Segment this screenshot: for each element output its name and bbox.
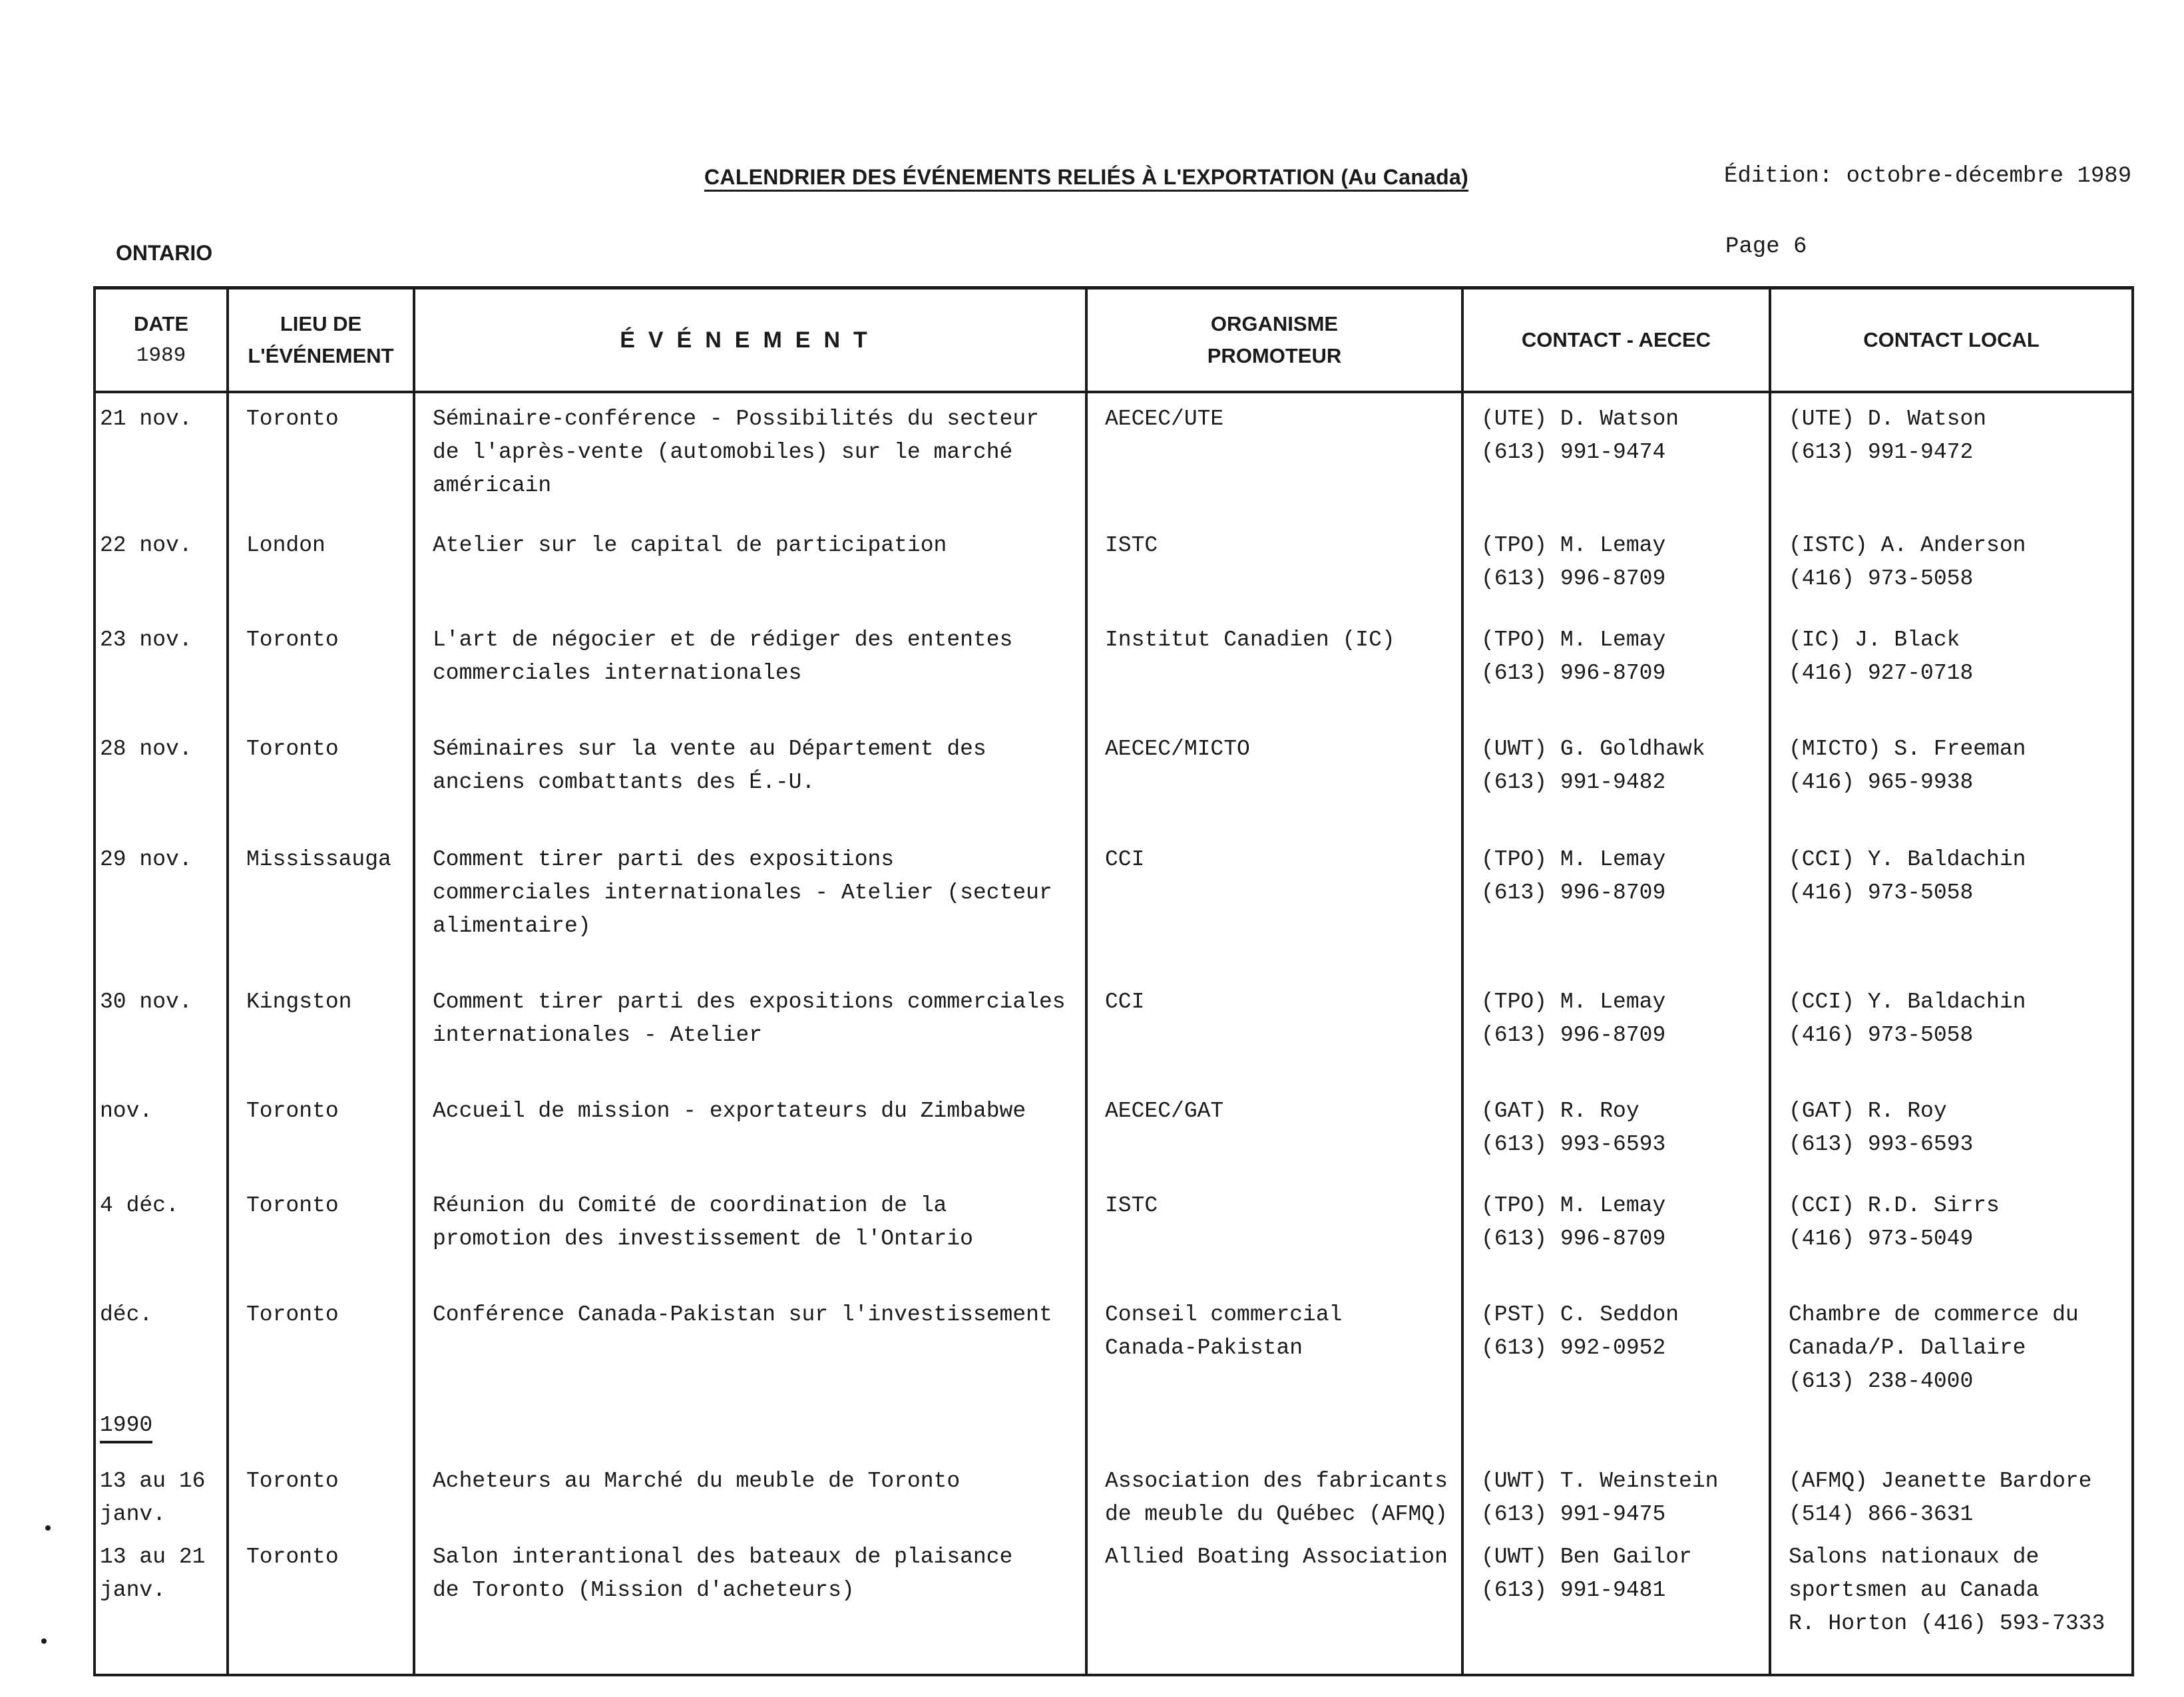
table-row: [95, 614, 2133, 723]
year-separator-cell: [1086, 1405, 1462, 1455]
margin-dot: [45, 1525, 51, 1531]
event-date: [95, 520, 228, 614]
event-description-line: Acheteurs au Marché du meuble de Toronto: [433, 1469, 961, 1493]
event-description-line: Séminaire-conférence - Possibilités du secteur: [433, 407, 1039, 431]
event-date: [95, 392, 228, 520]
edition-label: Édition: octobre-décembre 1989: [1724, 164, 2132, 189]
event-contact-local: [1770, 392, 2133, 520]
event-description-line: Réunion du Comité de coordination de la: [433, 1193, 947, 1218]
event-description-line: Accueil de mission - exportateurs du Zimbabwe: [433, 1099, 1026, 1123]
event-contact-aecec-line: (613) 996-8709: [1481, 1023, 1666, 1047]
event-contact-aecec: [1462, 1455, 1770, 1531]
event-organizer: [1086, 1531, 1462, 1675]
event-organizer-line: CCI: [1105, 847, 1145, 872]
event-contact-aecec: [1462, 392, 1770, 520]
event-contact-local: [1770, 976, 2133, 1085]
col-header-date-label: DATE: [133, 312, 189, 335]
event-organizer: [1086, 614, 1462, 723]
event-contact-aecec-line: (613) 991-9482: [1481, 770, 1666, 795]
event-date-line: 4 déc.: [100, 1193, 179, 1218]
table-row: [95, 723, 2133, 834]
event-contact-local-line: (AFMQ) Jeanette Bardore: [1789, 1469, 2092, 1493]
event-description: [414, 1289, 1086, 1405]
event-contact-aecec: [1462, 723, 1770, 834]
table-row: [95, 834, 2133, 976]
event-contact-local: [1770, 1085, 2133, 1180]
event-description-line: commerciales internationales - Atelier (secteur: [433, 880, 1052, 905]
event-organizer: [1086, 834, 1462, 976]
event-date: [95, 1531, 228, 1675]
event-date-line: 13 au 21: [100, 1545, 206, 1569]
col-header-lieu-line-1: LIEU DE: [280, 312, 362, 335]
event-description: [414, 834, 1086, 976]
event-organizer: [1086, 1180, 1462, 1289]
event-description-line: commerciales internationales: [433, 661, 802, 685]
event-contact-local: [1770, 1180, 2133, 1289]
event-description-line: Comment tirer parti des expositions: [433, 847, 895, 872]
table-row: [95, 1531, 2133, 1675]
event-date-line: déc.: [100, 1302, 153, 1327]
event-description-line: américain: [433, 473, 552, 498]
event-date-line: 29 nov.: [100, 847, 192, 872]
event-date-line: 28 nov.: [100, 737, 192, 761]
margin-dot: [41, 1638, 47, 1644]
event-contact-aecec-line: (TPO) M. Lemay: [1481, 628, 1666, 652]
event-contact-aecec-line: (UTE) D. Watson: [1481, 407, 1679, 431]
event-contact-local-line: (CCI) Y. Baldachin: [1789, 990, 2026, 1014]
event-location: Toronto: [228, 392, 414, 520]
table-header-row: [95, 288, 2133, 393]
event-date-line: 13 au 16: [100, 1469, 206, 1493]
event-description: [414, 723, 1086, 834]
col-header-lieu-line-2: L'ÉVÉNEMENT: [248, 344, 394, 367]
event-description: [414, 1180, 1086, 1289]
event-organizer-line: ISTC: [1105, 533, 1158, 558]
region-label: ONTARIO: [116, 241, 213, 265]
col-header-organisme-line-2: PROMOTEUR: [1207, 344, 1342, 367]
event-organizer-line: Conseil commercial: [1105, 1302, 1343, 1327]
event-date-line: 30 nov.: [100, 990, 192, 1014]
event-description: [414, 1455, 1086, 1531]
event-description-line: Séminaires sur la vente au Département des: [433, 737, 986, 761]
event-contact-local-line: (416) 973-5049: [1789, 1226, 1974, 1251]
event-organizer: [1086, 392, 1462, 520]
event-organizer: [1086, 1455, 1462, 1531]
event-contact-aecec-line: (613) 996-8709: [1481, 1226, 1666, 1251]
event-contact-aecec-line: (613) 991-9474: [1481, 440, 1666, 465]
event-organizer-line: Institut Canadien (IC): [1105, 628, 1395, 652]
event-contact-aecec-line: (TPO) M. Lemay: [1481, 847, 1666, 872]
event-contact-aecec: [1462, 834, 1770, 976]
event-contact-local-line: (MICTO) S. Freeman: [1789, 737, 2026, 761]
event-contact-aecec: [1462, 976, 1770, 1085]
event-location: Toronto: [228, 723, 414, 834]
event-location: Toronto: [228, 1455, 414, 1531]
event-contact-local: [1770, 520, 2133, 614]
event-description-line: L'art de négocier et de rédiger des ententes: [433, 628, 1013, 652]
col-header-organisme-line-1: ORGANISME: [1210, 312, 1339, 335]
event-contact-aecec: [1462, 1531, 1770, 1675]
event-date-line: nov.: [100, 1099, 153, 1123]
event-description-line: Salon interantional des bateaux de plaisance: [433, 1545, 1013, 1569]
event-contact-aecec-line: (TPO) M. Lemay: [1481, 533, 1666, 558]
event-date: [95, 834, 228, 976]
event-organizer-line: Association des fabricants: [1105, 1469, 1448, 1493]
event-location: Mississauga: [228, 834, 414, 976]
event-contact-aecec-line: (613) 993-6593: [1481, 1132, 1666, 1157]
table-row: [95, 520, 2133, 614]
event-date: [95, 723, 228, 834]
event-description-line: alimentaire): [433, 914, 591, 938]
event-organizer-line: ISTC: [1105, 1193, 1158, 1218]
year-separator-cell: [1462, 1405, 1770, 1455]
year-label: 1990: [100, 1410, 152, 1443]
event-contact-local-line: sportsmen au Canada: [1789, 1578, 2040, 1603]
event-description: [414, 614, 1086, 723]
col-header-contact-local: CONTACT LOCAL: [1770, 288, 2133, 393]
event-organizer-line: AECEC/MICTO: [1105, 737, 1250, 761]
event-contact-local-line: (416) 973-5058: [1789, 566, 1974, 591]
event-description-line: Atelier sur le capital de participation: [433, 533, 947, 558]
event-organizer-line: CCI: [1105, 990, 1145, 1014]
event-description-line: de l'après-vente (automobiles) sur le marché: [433, 440, 1013, 465]
event-contact-aecec: [1462, 1085, 1770, 1180]
event-date: [95, 976, 228, 1085]
event-contact-local: [1770, 1289, 2133, 1405]
event-contact-local-line: Salons nationaux de: [1789, 1545, 2040, 1569]
event-contact-aecec: [1462, 1180, 1770, 1289]
event-contact-aecec-line: (613) 996-8709: [1481, 880, 1666, 905]
event-location: Kingston: [228, 976, 414, 1085]
event-contact-aecec: [1462, 614, 1770, 723]
event-location: Toronto: [228, 1180, 414, 1289]
event-organizer: [1086, 976, 1462, 1085]
event-description: [414, 392, 1086, 520]
year-separator-row: [95, 1405, 2133, 1455]
event-organizer-line: AECEC/UTE: [1105, 407, 1224, 431]
event-date: [95, 614, 228, 723]
page-number: Page 6: [1725, 234, 1807, 260]
event-contact-local-line: (416) 965-9938: [1789, 770, 1974, 795]
table-row: [95, 1455, 2133, 1531]
event-date-line: janv.: [100, 1502, 166, 1527]
event-organizer-line: Allied Boating Association: [1105, 1545, 1448, 1569]
event-contact-aecec-line: (613) 996-8709: [1481, 566, 1666, 591]
event-contact-aecec: [1462, 520, 1770, 614]
event-contact-local-line: (613) 993-6593: [1789, 1132, 1974, 1157]
event-contact-local-line: (IC) J. Black: [1789, 628, 1960, 652]
event-description: [414, 520, 1086, 614]
event-contact-local: [1770, 614, 2133, 723]
event-description: [414, 1531, 1086, 1675]
event-contact-aecec-line: (GAT) R. Roy: [1481, 1099, 1639, 1123]
event-contact-aecec-line: (613) 991-9475: [1481, 1502, 1666, 1527]
event-description-line: promotion des investissement de l'Ontario: [433, 1226, 973, 1251]
event-contact-aecec-line: (UWT) G. Goldhawk: [1481, 737, 1705, 761]
event-contact-local-line: (CCI) R.D. Sirrs: [1789, 1193, 2000, 1218]
event-contact-local-line: (GAT) R. Roy: [1789, 1099, 1947, 1123]
event-description: [414, 1085, 1086, 1180]
event-contact-local: [1770, 723, 2133, 834]
event-date: [95, 1180, 228, 1289]
table-row: [95, 392, 2133, 520]
event-contact-aecec-line: (613) 996-8709: [1481, 661, 1666, 685]
event-contact-local-line: (CCI) Y. Baldachin: [1789, 847, 2026, 872]
event-contact-aecec-line: (UWT) T. Weinstein: [1481, 1469, 1719, 1493]
event-location: Toronto: [228, 1289, 414, 1405]
event-contact-local-line: (613) 238-4000: [1789, 1369, 1974, 1394]
event-contact-local-line: (UTE) D. Watson: [1789, 407, 1987, 431]
event-contact-local: [1770, 1455, 2133, 1531]
event-location: London: [228, 520, 414, 614]
table-row: [95, 1289, 2133, 1405]
event-contact-local-line: (613) 991-9472: [1789, 440, 1974, 465]
event-contact-aecec-line: (PST) C. Seddon: [1481, 1302, 1679, 1327]
col-header-date: [95, 288, 228, 393]
event-date-line: janv.: [100, 1578, 166, 1603]
event-contact-aecec-line: (TPO) M. Lemay: [1481, 1193, 1666, 1218]
col-header-date-year: 1989: [136, 344, 186, 367]
table-row: [95, 1180, 2133, 1289]
year-separator-cell: [95, 1405, 228, 1455]
event-date: [95, 1085, 228, 1180]
year-separator-cell: [228, 1405, 414, 1455]
event-contact-local-line: (416) 973-5058: [1789, 1023, 1974, 1047]
document-title: CALENDRIER DES ÉVÉNEMENTS RELIÉS À L'EXPORTATION (Au Canada): [704, 165, 1469, 189]
event-description-line: Comment tirer parti des expositions commerciales: [433, 990, 1066, 1014]
event-organizer-line: Canada-Pakistan: [1105, 1336, 1303, 1360]
col-header-lieu: [228, 288, 414, 393]
event-date-line: 22 nov.: [100, 533, 192, 558]
event-location: Toronto: [228, 1085, 414, 1180]
event-contact-local-line: Chambre de commerce du: [1789, 1302, 2079, 1327]
event-location: Toronto: [228, 614, 414, 723]
event-organizer: [1086, 1085, 1462, 1180]
table-row: [95, 1085, 2133, 1180]
event-contact-local-line: (514) 866-3631: [1789, 1502, 1974, 1527]
table-row: [95, 976, 2133, 1085]
event-contact-local: [1770, 1531, 2133, 1675]
col-header-organisme: [1086, 288, 1462, 393]
event-date: [95, 1455, 228, 1531]
year-separator-cell: [1770, 1405, 2133, 1455]
year-separator-cell: [414, 1405, 1086, 1455]
event-description-line: de Toronto (Mission d'acheteurs): [433, 1578, 855, 1603]
event-date-line: 21 nov.: [100, 407, 192, 431]
event-contact-local-line: R. Horton (416) 593-7333: [1789, 1611, 2105, 1636]
event-date: [95, 1289, 228, 1405]
event-organizer: [1086, 723, 1462, 834]
event-description-line: Conférence Canada-Pakistan sur l'investissement: [433, 1302, 1052, 1327]
event-contact-aecec-line: (TPO) M. Lemay: [1481, 990, 1666, 1014]
event-organizer-line: de meuble du Québec (AFMQ): [1105, 1502, 1448, 1527]
col-header-contact-aecec: CONTACT - AECEC: [1462, 288, 1770, 393]
events-table: [93, 286, 2134, 1676]
col-header-evenement: ÉVÉNEMENT: [414, 288, 1086, 393]
event-contact-aecec-line: (613) 992-0952: [1481, 1336, 1666, 1360]
event-description-line: anciens combattants des É.-U.: [433, 770, 815, 795]
event-organizer: [1086, 1289, 1462, 1405]
event-contact-aecec-line: (613) 991-9481: [1481, 1578, 1666, 1603]
event-date-line: 23 nov.: [100, 628, 192, 652]
event-contact-local-line: Canada/P. Dallaire: [1789, 1336, 2026, 1360]
event-contact-local-line: (ISTC) A. Anderson: [1789, 533, 2026, 558]
event-organizer-line: AECEC/GAT: [1105, 1099, 1224, 1123]
event-contact-local-line: (416) 973-5058: [1789, 880, 1974, 905]
event-description-line: internationales - Atelier: [433, 1023, 763, 1047]
event-description: [414, 976, 1086, 1085]
event-contact-aecec: [1462, 1289, 1770, 1405]
event-organizer: [1086, 520, 1462, 614]
event-contact-aecec-line: (UWT) Ben Gailor: [1481, 1545, 1692, 1569]
event-location: Toronto: [228, 1531, 414, 1675]
event-contact-local: [1770, 834, 2133, 976]
event-contact-local-line: (416) 927-0718: [1789, 661, 1974, 685]
